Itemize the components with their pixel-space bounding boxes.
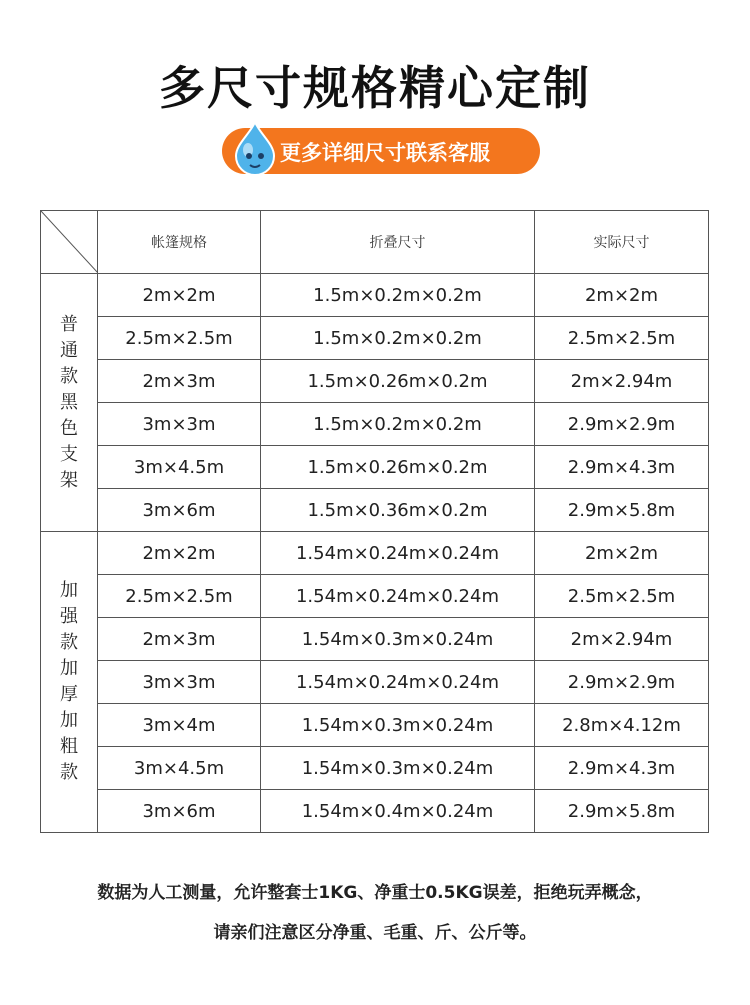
water-drop-mascot-icon: [230, 120, 280, 176]
cell-tent-spec: 3m×3m: [98, 403, 261, 446]
cell-actual-size: 2m×2.94m: [535, 360, 709, 403]
cell-folded-size: 1.54m×0.3m×0.24m: [261, 747, 535, 790]
group-label-0: 普 通 款 黑 色 支 架: [41, 274, 98, 532]
cell-folded-size: 1.54m×0.24m×0.24m: [261, 532, 535, 575]
cell-folded-size: 1.54m×0.3m×0.24m: [261, 618, 535, 661]
cell-actual-size: 2.5m×2.5m: [535, 575, 709, 618]
cell-folded-size: 1.5m×0.36m×0.2m: [261, 489, 535, 532]
contact-service-banner[interactable]: [222, 128, 540, 174]
table-row: [41, 747, 709, 790]
table-row: [41, 360, 709, 403]
group-label-1: 加 强 款 加 厚 加 粗 款: [41, 532, 98, 833]
table-row: [41, 618, 709, 661]
header-actual-size: 实际尺寸: [535, 211, 709, 274]
table-row: [41, 317, 709, 360]
note-line-2: 请亲们注意区分净重、毛重、斤、公斤等。: [213, 923, 537, 943]
cell-folded-size: 1.5m×0.26m×0.2m: [261, 360, 535, 403]
table-row: [41, 661, 709, 704]
cell-tent-spec: 3m×4.5m: [98, 747, 261, 790]
cell-tent-spec: 2m×2m: [98, 532, 261, 575]
cell-actual-size: 2m×2m: [535, 274, 709, 317]
cell-tent-spec: 2.5m×2.5m: [98, 575, 261, 618]
header-folded-size: 折叠尺寸: [261, 211, 535, 274]
cell-folded-size: 1.54m×0.4m×0.24m: [261, 790, 535, 833]
cell-folded-size: 1.54m×0.24m×0.24m: [261, 661, 535, 704]
table-row: [41, 489, 709, 532]
cell-actual-size: 2m×2.94m: [535, 618, 709, 661]
note-line-1: 数据为人工测量，允许整套士1KG、净重士0.5KG误差，拒绝玩弄概念，: [97, 883, 653, 903]
cell-folded-size: 1.5m×0.26m×0.2m: [261, 446, 535, 489]
cell-folded-size: 1.5m×0.2m×0.2m: [261, 317, 535, 360]
table-row: [41, 575, 709, 618]
table-row: [41, 532, 709, 575]
table-row: [41, 790, 709, 833]
cell-actual-size: 2.8m×4.12m: [535, 704, 709, 747]
cell-tent-spec: 2m×2m: [98, 274, 261, 317]
corner-cell: [41, 211, 98, 274]
size-spec-table: [40, 210, 709, 833]
cell-actual-size: 2.5m×2.5m: [535, 317, 709, 360]
table-row: [41, 403, 709, 446]
page-title: 多尺寸规格精心定制: [159, 61, 591, 115]
diagonal-divider: [41, 211, 98, 273]
cell-tent-spec: 3m×3m: [98, 661, 261, 704]
cell-tent-spec: 3m×4.5m: [98, 446, 261, 489]
table-row: [41, 446, 709, 489]
cell-tent-spec: 2m×3m: [98, 360, 261, 403]
cell-actual-size: 2.9m×2.9m: [535, 661, 709, 704]
cell-tent-spec: 3m×6m: [98, 790, 261, 833]
cell-tent-spec: 3m×6m: [98, 489, 261, 532]
cell-folded-size: 1.5m×0.2m×0.2m: [261, 274, 535, 317]
cell-folded-size: 1.54m×0.24m×0.24m: [261, 575, 535, 618]
cell-tent-spec: 2.5m×2.5m: [98, 317, 261, 360]
cell-tent-spec: 3m×4m: [98, 704, 261, 747]
cell-actual-size: 2.9m×5.8m: [535, 790, 709, 833]
cell-actual-size: 2.9m×2.9m: [535, 403, 709, 446]
banner-text: 更多详细尺寸联系客服: [280, 141, 490, 165]
cell-actual-size: 2.9m×4.3m: [535, 747, 709, 790]
header-tent-spec: 帐篷规格: [98, 211, 261, 274]
cell-tent-spec: 2m×3m: [98, 618, 261, 661]
cell-actual-size: 2.9m×5.8m: [535, 489, 709, 532]
cell-actual-size: 2.9m×4.3m: [535, 446, 709, 489]
table-row: [41, 704, 709, 747]
cell-actual-size: 2m×2m: [535, 532, 709, 575]
table-header-row: [41, 211, 709, 274]
cell-folded-size: 1.5m×0.2m×0.2m: [261, 403, 535, 446]
table-row: [41, 274, 709, 317]
cell-folded-size: 1.54m×0.3m×0.24m: [261, 704, 535, 747]
